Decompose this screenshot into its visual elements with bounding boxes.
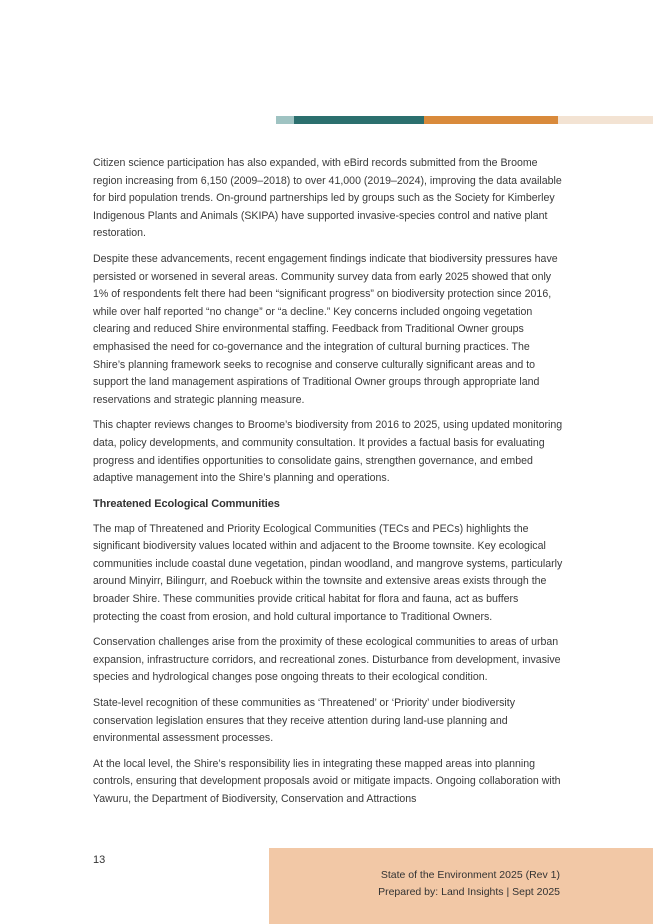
paragraph-chapter-overview: This chapter reviews changes to Broome’s biodiversity from 2016 to 2025, using updated monitoring data, policy developments, and community consultation. It provides a factual basis for evaluating progress and identifies opportunities to consolidate gains, strengthen governance, and embed adaptive management into the Shire’s planning and operations. [93, 419, 563, 485]
footer-document-title: State of the Environment 2025 (Rev 1) [380, 869, 560, 881]
page-number: 13 [93, 854, 106, 866]
paragraph-state-recognition: State-level recognition of these communities as ‘Threatened’ or ‘Priority’ under biodiversity conservation legislation ensures that they receive attention during land-use planning and environmental assessment processes. [93, 697, 515, 745]
footer-prepared-by: Prepared by: Land Insights | Sept 2025 [378, 886, 560, 898]
section-heading: Threatened Ecological Communities [93, 497, 280, 510]
color-bar-segment-light-teal [276, 116, 294, 124]
paragraph-citizen-science: Citizen science participation has also expanded, with eBird records submitted from the Broome region increasing from 6,150 (2009–2018) to over 41,000 (2019–2024), improving the data available for bird population trends. On-ground partnerships led by groups such as the Society for Kimberley Indigenous Plants and Animals (SKIPA) have supported invasive-species control and native plant restoration. [93, 157, 562, 240]
paragraph-tec-map: The map of Threatened and Priority Ecological Communities (TECs and PECs) highlights the significant biodiversity values located within and adjacent to the Broome townsite. Key ecological communities include coastal dune vegetation, pindan woodland, and mangrove systems, particularly around Minyirr, Bilingurr, and Roebuck within the townsite and extensive areas exists through the broader Shire. These communities provide critical habitat for flora and fauna, act as buffers protecting the coast from erosion, and hold cultural importance to Traditional Owners. [93, 522, 563, 623]
color-bar-segment-peach [558, 116, 653, 124]
document-body [93, 155, 563, 817]
header-color-bar [276, 116, 653, 124]
color-bar-segment-teal [294, 116, 424, 124]
color-bar-segment-orange [424, 116, 558, 124]
paragraph-conservation-challenges: Conservation challenges arise from the proximity of these ecological communities to areas of urban expansion, infrastructure corridors, and recreational zones. Disturbance from development, invasive species and hydrological changes pose ongoing threats to their ecological condition. [93, 636, 561, 684]
paragraph-local-level: At the local level, the Shire’s responsibility lies in integrating these mapped areas into planning controls, ensuring that development proposals avoid or mitigate impacts. Ongoing collaboration with Yawuru, the Department of Biodiversity, Conservation and Attractions [93, 757, 561, 805]
paragraph-engagement-findings: Despite these advancements, recent engagement findings indicate that biodiversity pressures have persisted or worsened in several areas. Community survey data from early 2025 showed that only 1% of respondents felt there had been “significant progress” on biodiversity protection since 2016, while over half reported “no change” or “a decline.” Key concerns included ongoing vegetation clearing and reduced Shire environmental staffing. Feedback from Traditional Owner groups emphasised the need for co-governance and the integration of cultural burning practices. The Shire’s planning framework seeks to recognise and conserve culturally significant areas and to support the land management aspirations of Traditional Owner groups through appropriate land reservations and strategic planning measure. [93, 252, 558, 406]
